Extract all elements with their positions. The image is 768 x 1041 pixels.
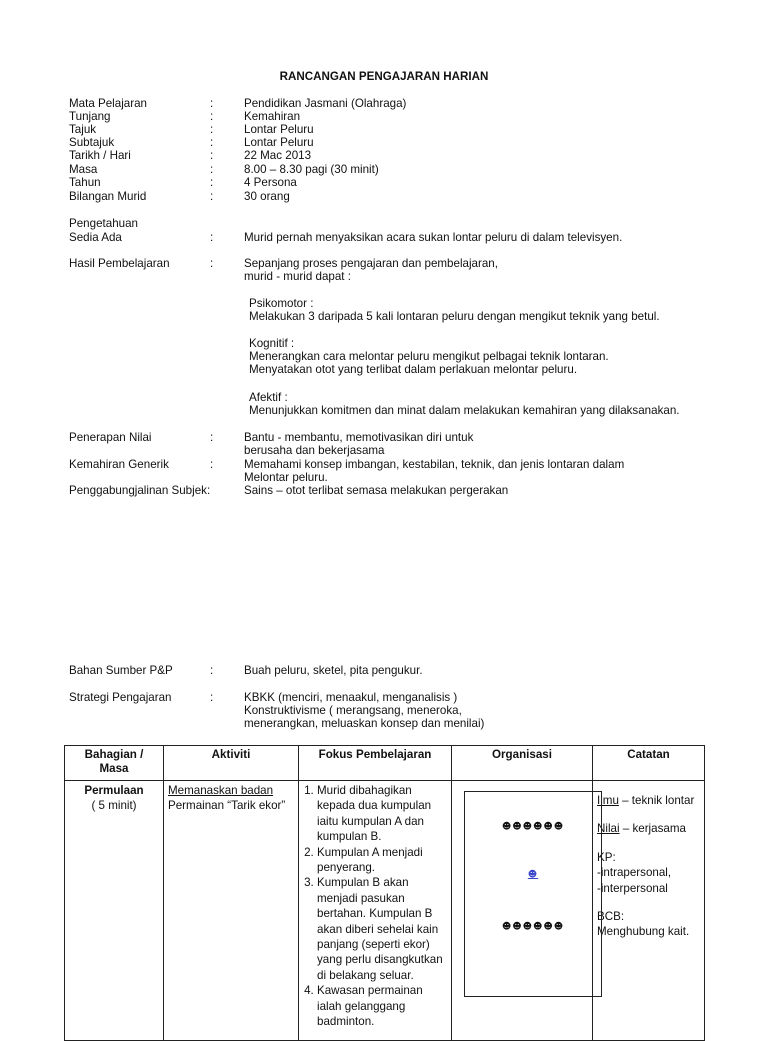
info-value: 8.00 – 8.30 pagi (30 minit) bbox=[244, 163, 379, 176]
generik-line: Memahami konsep imbangan, kestabilan, teknik, dan jenis lontaran dalam bbox=[244, 458, 625, 471]
info-label: Tahun bbox=[69, 176, 101, 189]
colon: : bbox=[210, 149, 214, 162]
hasil-intro-1: Sepanjang proses pengajaran dan pembelajaran, bbox=[244, 257, 498, 270]
cell-organisasi bbox=[452, 781, 593, 1041]
kognitif-objective: Menerangkan cara melontar peluru mengikut pelbagai teknik lontaran. bbox=[249, 350, 609, 363]
info-label: Tarikh / Hari bbox=[69, 149, 131, 162]
nilai-note: Nilai – kerjasama bbox=[597, 822, 686, 836]
header-organisasi: Organisasi bbox=[452, 746, 593, 781]
bcb-heading: BCB: bbox=[597, 910, 625, 924]
colon: : bbox=[210, 123, 214, 136]
nilai-label: Penerapan Nilai bbox=[69, 431, 152, 444]
colon: : bbox=[210, 231, 214, 244]
kognitif-objective: Menyatakan otot yang terlibat dalam perlakuan melontar peluru. bbox=[249, 363, 578, 376]
info-label: Subtajuk bbox=[69, 136, 115, 149]
colon: : bbox=[210, 458, 214, 471]
cell-aktiviti bbox=[164, 781, 299, 1041]
psikomotor-heading: Psikomotor : bbox=[249, 297, 314, 310]
aktiviti-game: Permainan “Tarik ekor” bbox=[168, 799, 286, 813]
kp-heading: KP: bbox=[597, 850, 616, 864]
bcb-item: Menghubung kait. bbox=[597, 925, 690, 939]
lesson-table bbox=[64, 745, 705, 1041]
info-value: Kemahiran bbox=[244, 110, 301, 123]
pengetahuan-label-2: Sedia Ada bbox=[69, 231, 122, 244]
fokus-list bbox=[303, 783, 447, 1030]
nilai-line: berusaha dan bekerjasama bbox=[244, 444, 385, 457]
colon: : bbox=[210, 257, 214, 270]
generik-line: Melontar peluru. bbox=[244, 471, 328, 484]
team-b-icons: ☻☻☻☻☻☻ bbox=[501, 922, 565, 932]
page-title: RANCANGAN PENGAJARAN HARIAN bbox=[279, 70, 489, 83]
list-item: 3. Kumpulan B akan menjadi pasukan bertahan. Kumpulan B akan diberi sehelai kain panjang (seperti ekor) yang perlu disangkutkan di belakang seluar. bbox=[317, 875, 447, 983]
info-value: 4 Persona bbox=[244, 176, 297, 189]
table-row bbox=[65, 781, 705, 1041]
colon: : bbox=[210, 110, 214, 123]
info-label: Bilangan Murid bbox=[69, 190, 147, 203]
colon: : bbox=[210, 176, 214, 189]
team-a-icons: ☻☻☻☻☻☻ bbox=[501, 822, 565, 832]
psikomotor-objective: Melakukan 3 daripada 5 kali lontaran peluru dengan mengikut teknik yang betul. bbox=[249, 310, 660, 323]
nilai-line: Bantu - membantu, memotivasikan diri untuk bbox=[244, 431, 474, 444]
generik-label: Kemahiran Generik bbox=[69, 458, 169, 471]
bahan-label: Bahan Sumber P&P bbox=[69, 664, 173, 677]
pengetahuan-label-1: Pengetahuan bbox=[69, 217, 138, 230]
colon: : bbox=[210, 163, 214, 176]
list-item: 1. Murid dibahagikan kepada dua kumpulan iaitu kumpulan A dan kumpulan B. bbox=[317, 783, 447, 845]
info-value: Lontar Peluru bbox=[244, 123, 314, 136]
header-fokus: Fokus Pembelajaran bbox=[299, 746, 452, 781]
afektif-objective: Menunjukkan komitmen dan minat dalam melakukan kemahiran yang dilaksanakan. bbox=[249, 404, 680, 417]
colon: : bbox=[210, 190, 214, 203]
hasil-label: Hasil Pembelajaran bbox=[69, 257, 170, 270]
table-header-row bbox=[65, 746, 705, 781]
cell-catatan bbox=[593, 781, 705, 1041]
info-label: Mata Pelajaran bbox=[69, 97, 147, 110]
header-catatan: Catatan bbox=[593, 746, 705, 781]
info-value: Pendidikan Jasmani (Olahraga) bbox=[244, 97, 407, 110]
colon: : bbox=[210, 136, 214, 149]
hasil-intro-2: murid - murid dapat : bbox=[244, 270, 351, 283]
bahan-value: Buah peluru, sketel, pita pengukur. bbox=[244, 664, 423, 677]
player-icon: ☻ bbox=[527, 870, 539, 880]
list-item: 2. Kumpulan A menjadi penyerang. bbox=[317, 845, 447, 876]
bahagian-name: Permulaan bbox=[84, 784, 144, 797]
header-bahagian: Bahagian / Masa bbox=[65, 746, 164, 781]
info-label: Tajuk bbox=[69, 123, 97, 136]
cell-fokus bbox=[299, 781, 452, 1041]
pengetahuan-value: Murid pernah menyaksikan acara sukan lontar peluru di dalam televisyen. bbox=[244, 231, 623, 244]
kognitif-heading: Kognitif : bbox=[249, 337, 295, 350]
afektif-heading: Afektif : bbox=[249, 391, 288, 404]
colon: : bbox=[210, 431, 214, 444]
penggabungjalinan-value: Sains – otot terlibat semasa melakukan pergerakan bbox=[244, 484, 509, 497]
strategi-line: menerangkan, meluaskan konsep dan menilai) bbox=[244, 717, 485, 730]
info-value: 22 Mac 2013 bbox=[244, 149, 312, 162]
kp-item: -interpersonal bbox=[597, 881, 668, 895]
court-diagram bbox=[464, 791, 602, 997]
strategi-label: Strategi Pengajaran bbox=[69, 691, 172, 704]
aktiviti-title: Memanaskan badan bbox=[168, 784, 274, 797]
strategi-line: KBKK (menciri, menaakul, menganalisis ) bbox=[244, 691, 458, 704]
kp-item: -intrapersonal, bbox=[597, 866, 672, 880]
colon: : bbox=[210, 664, 214, 677]
ilmu-note: Ilmu – teknik lontar bbox=[597, 794, 695, 807]
strategi-line: Konstruktivisme ( merangsang, meneroka, bbox=[244, 704, 462, 717]
header-aktiviti: Aktiviti bbox=[164, 746, 299, 781]
info-label: Masa bbox=[69, 163, 98, 176]
info-value: 30 orang bbox=[244, 190, 290, 203]
list-item: 4. Kawasan permainan ialah gelanggang badminton. bbox=[317, 983, 447, 1029]
cell-bahagian bbox=[65, 781, 164, 1041]
colon: : bbox=[210, 97, 214, 110]
penggabungjalinan-label: Penggabungjalinan Subjek: bbox=[69, 484, 211, 497]
bahagian-masa: ( 5 minit) bbox=[91, 799, 137, 813]
info-value: Lontar Peluru bbox=[244, 136, 314, 149]
info-label: Tunjang bbox=[69, 110, 111, 123]
colon: : bbox=[210, 691, 214, 704]
